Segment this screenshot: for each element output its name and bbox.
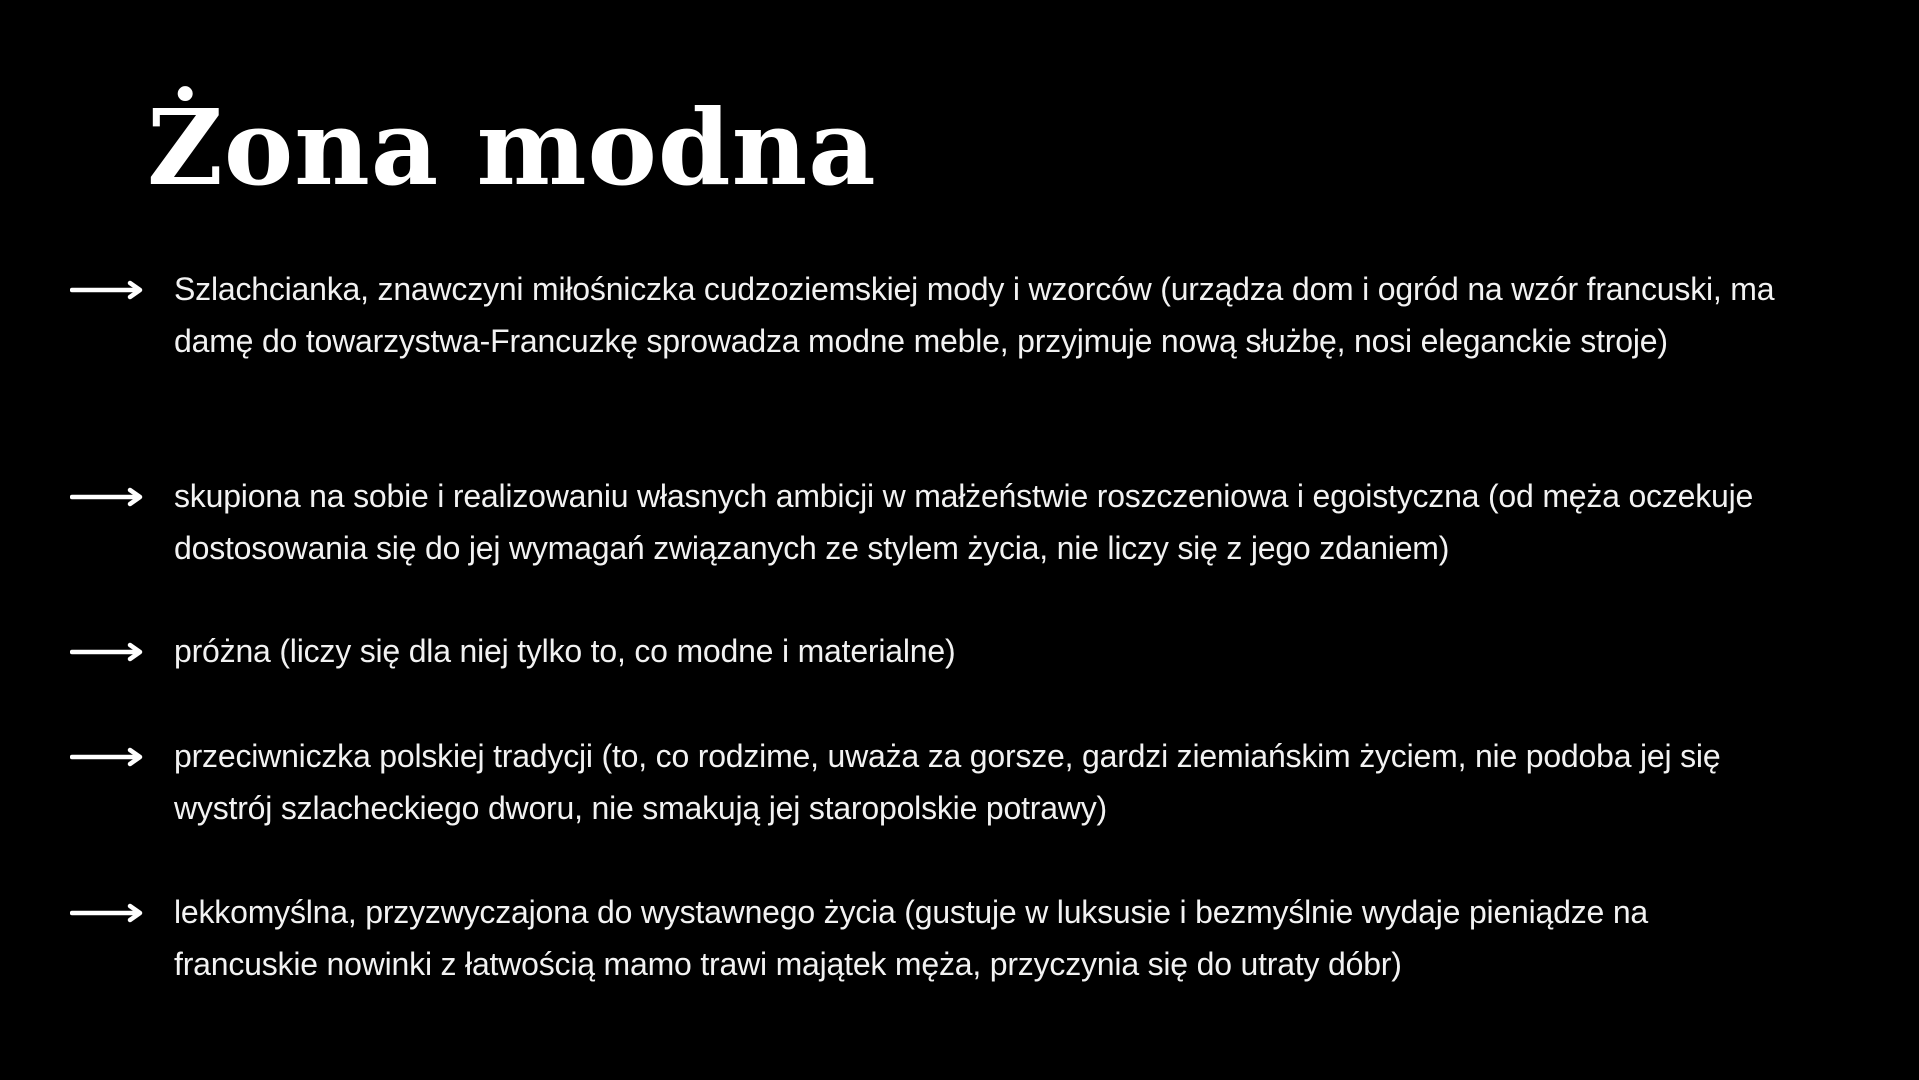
right-arrow-icon xyxy=(70,731,174,783)
right-arrow-icon xyxy=(70,471,174,523)
right-arrow-icon xyxy=(70,264,174,316)
bullet-item xyxy=(70,887,1790,990)
bullet-text: próżna (liczy się dla niej tylko to, co modne i materialne) xyxy=(174,633,956,669)
right-arrow-icon xyxy=(70,887,174,939)
bullet-text: skupiona na sobie i realizowaniu własnych ambicji w małżeństwie roszczeniowa i egoistyczna (od męża oczekuje dostosowania się do jej wymagań związanych ze stylem życia, nie liczy się z jego zdaniem) xyxy=(174,478,1754,566)
slide-title: Żona modna xyxy=(147,86,877,209)
bullet-item xyxy=(70,264,1790,367)
right-arrow-icon xyxy=(70,626,174,678)
bullet-item xyxy=(70,626,1790,678)
bullet-item xyxy=(70,731,1790,834)
bullet-text: lekkomyślna, przyzwyczajona do wystawnego życia (gustuje w luksusie i bezmyślnie wydaje pieniądze na francuskie nowinki z łatwością mamo trawi majątek męża, przyczynia się do utraty dóbr) xyxy=(174,894,1649,982)
bullet-item xyxy=(70,471,1790,574)
bullet-text: Szlachcianka, znawczyni miłośniczka cudzoziemskiej mody i wzorców (urządza dom i ogród na wzór francuski, ma damę do towarzystwa-Francuzkę sprowadza modne meble, przyjmuje nową służbę, nosi eleganckie stroje) xyxy=(174,271,1775,359)
bullet-text: przeciwniczka polskiej tradycji (to, co rodzime, uważa za gorsze, gardzi ziemiańskim życiem, nie podoba jej się wystrój szlacheckiego dworu, nie smakują jej staropolskie potrawy) xyxy=(174,738,1721,826)
